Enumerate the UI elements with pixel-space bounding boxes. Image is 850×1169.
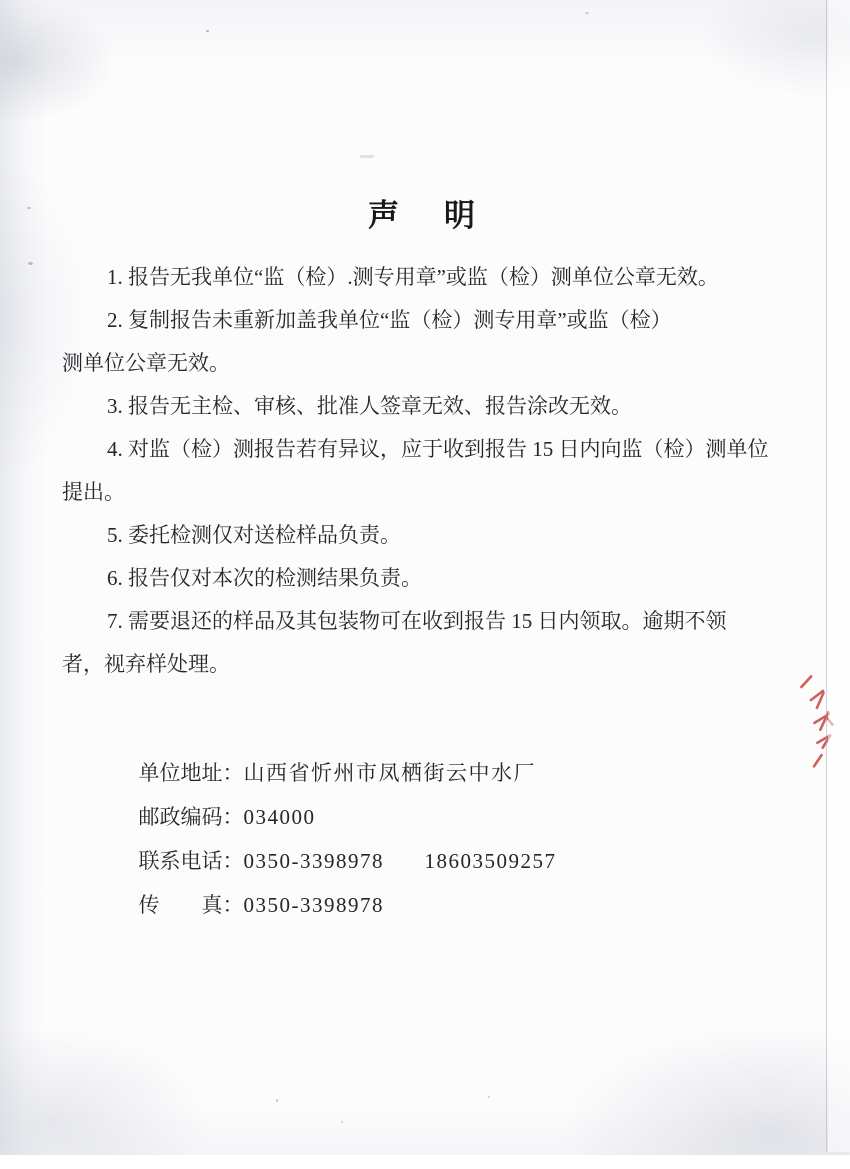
declaration-line-2b: 测单位公章无效。 [62, 351, 230, 375]
declaration-line-4b: 提出。 [62, 480, 125, 504]
declaration-line-7b: 者，视弃样处理。 [62, 652, 230, 676]
contact-label: 传 真 [138, 893, 223, 917]
declaration-line-2: 2. 复制报告未重新加盖我单位“监（检）测专用章”或监（检） [107, 308, 672, 332]
contact-value: 山西省忻州市凤栖街云中水厂 [243, 761, 536, 785]
contact-colon: ： [222, 805, 244, 829]
contact-label: 邮政编码 [138, 805, 223, 829]
scan-margin-right [828, 0, 850, 1152]
scan-page-edge [826, 0, 827, 1152]
scan-margin-bottom [0, 1155, 850, 1169]
contact-colon: ： [222, 893, 244, 917]
scan-speck [360, 155, 374, 158]
declaration-line-5: 5. 委托检测仅对送检样品负责。 [107, 523, 401, 547]
contact-block [107, 707, 850, 917]
scan-speck [488, 1096, 490, 1098]
contact-value: 0350-3398978 18603509257 [243, 849, 557, 873]
scan-speck [276, 1099, 278, 1102]
declaration-list [62, 256, 817, 686]
scan-speck [585, 12, 589, 14]
scan-speck [341, 1121, 343, 1123]
scan-speck [28, 262, 33, 265]
declaration-line-1: 1. 报告无我单位“监（检）.测专用章”或监（检）测单位公章无效。 [107, 265, 719, 289]
contact-colon: ： [222, 761, 244, 785]
contact-colon: ： [222, 849, 244, 873]
declaration-line-4: 4. 对监（检）测报告若有异议，应于收到报告 15 日内向监（检）测单位 [107, 437, 769, 461]
scan-speck [27, 207, 31, 209]
declaration-line-6: 6. 报告仅对本次的检测结果负责。 [107, 566, 422, 590]
contact-value: 0350-3398978 [243, 893, 384, 917]
scan-speck [206, 30, 209, 32]
contact-value: 034000 [243, 805, 316, 829]
page-title: 声 明 [368, 198, 482, 233]
contact-row-address [107, 707, 850, 785]
contact-label: 单位地址 [138, 761, 223, 785]
declaration-line-3: 3. 报告无主检、审核、批准人签章无效、报告涂改无效。 [107, 394, 632, 418]
contact-label: 联系电话 [138, 849, 223, 873]
declaration-line-7: 7. 需要退还的样品及其包装物可在收到报告 15 日内领取。逾期不领 [107, 609, 727, 633]
